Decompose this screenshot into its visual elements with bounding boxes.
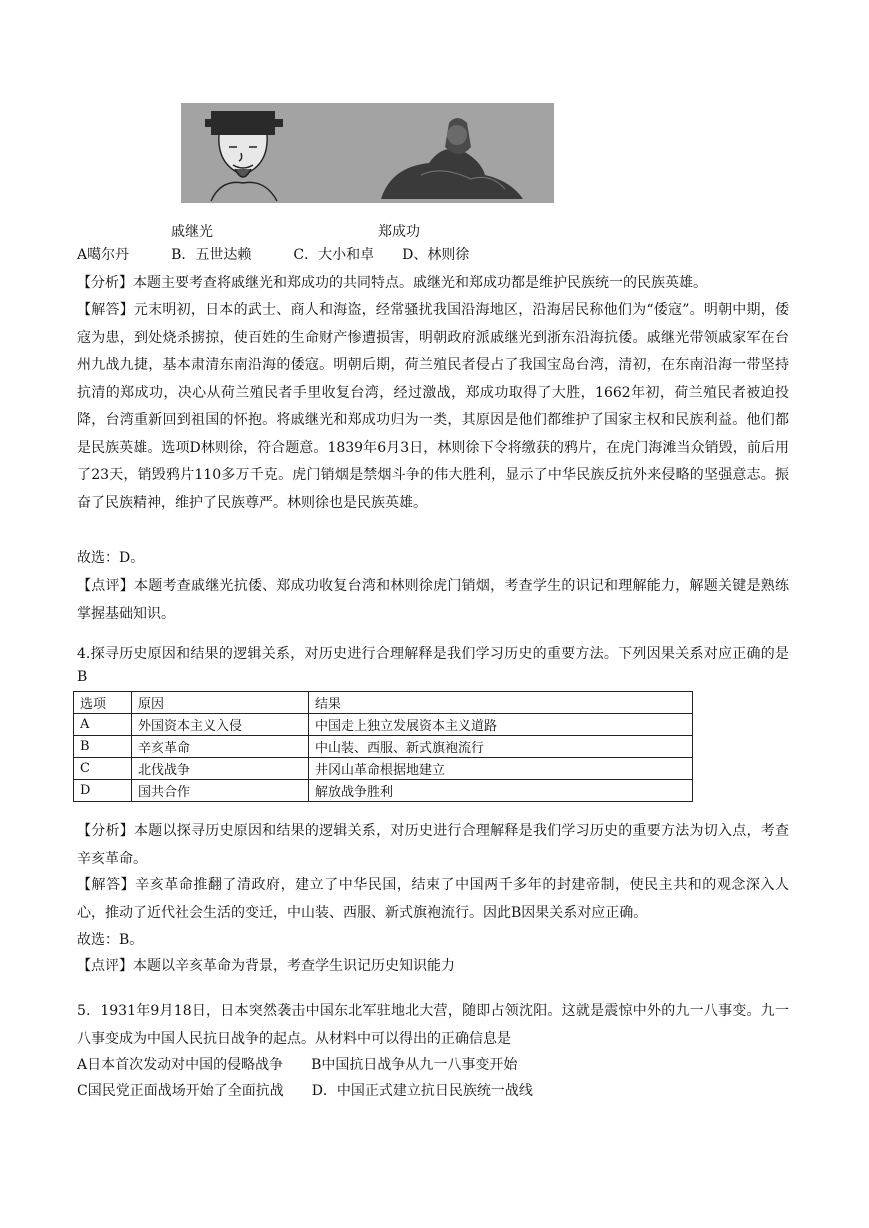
table-row xyxy=(74,780,693,802)
q5-options-ab: A日本首次发动对中国的侵略战争 B中国抗日战争从九一八事变开始 xyxy=(77,1057,518,1073)
table-cell: C xyxy=(74,758,132,780)
cause-effect-table xyxy=(73,691,693,802)
table-cell: 中山装、西服、新式旗袍流行 xyxy=(309,736,693,758)
portraits-illustration xyxy=(181,103,554,203)
table-cell: A xyxy=(74,714,132,736)
table-cell: 外国资本主义入侵 xyxy=(132,714,309,736)
table-header-result: 结果 xyxy=(309,692,693,714)
q3-answer: 【解答】元末明初，日本的武士、商人和海盗，经常骚扰我国沿海地区，沿海居民称他们为“倭寇”。明朝中期，倭寇为患，到处烧杀掳掠，使百姓的生命财产惨遭损害，明朝政府派戚继光到浙东沿海抗倭。戚继光带领戚家军在台州九战九捷，基本肃清东南沿海的倭寇。明朝后期，荷兰殖民者侵占了我国宝岛台湾，清初，在东南沿海一带坚持抗清的郑成功，决心从荷兰殖民者手里收复台湾，经过激战，郑成功取得了大胜，1662年初，荷兰殖民者被迫投降，台湾重新回到祖国的怀抱。将戚继光和郑成功归为一类，其原因是他们都维护了国家主权和民族利益。他们都是民族英雄。选项D林则徐，符合题意。1839年6月3日，林则徐下令将缴获的鸦片，在虎门海滩当众销毁，前后用了23天，销毁鸦片110多万千克。虎门销烟是禁烟斗争的伟大胜利，显示了中华民族反抗外来侵略的坚强意志。振奋了民族精神，维护了民族尊严。林则徐也是民族英雄。 xyxy=(77,302,789,511)
table-row xyxy=(74,758,693,780)
q3-options: A噶尔丹 B．五世达赖 C．大小和卓 D、林则徐 xyxy=(77,247,470,263)
q4-answer: 【解答】辛亥革命推翻了清政府，建立了中华民国，结束了中国两千多年的封建帝制，使民主共和的观念深入人心，推动了近代社会生活的变迁，中山装、西服、新式旗袍流行。因此B因果关系对应正确。 xyxy=(77,877,789,921)
table-header-cause: 原因 xyxy=(132,692,309,714)
q3-comment: 【点评】本题考查戚继光抗倭、郑成功收复台湾和林则徐虎门销烟，考查学生的识记和理解能力，解题关键是熟练掌握基础知识。 xyxy=(77,578,789,622)
q3-choice: 故选：D。 xyxy=(77,550,145,566)
table-row xyxy=(74,736,693,758)
table-row xyxy=(74,714,693,736)
q4-analysis: 【分析】本题以探寻历史原因和结果的逻辑关系，对历史进行合理解释是我们学习历史的重要方法为切入点，考查辛亥革命。 xyxy=(77,823,789,867)
table-cell: 国共合作 xyxy=(132,780,309,802)
table-cell: 中国走上独立发展资本主义道路 xyxy=(309,714,693,736)
q5-options-cd: C国民党正面战场开始了全面抗战 D．中国正式建立抗日民族统一战线 xyxy=(77,1083,533,1099)
caption-qi-jiguang: 戚继光 xyxy=(171,224,213,240)
table-cell: D xyxy=(74,780,132,802)
q3-analysis: 【分析】本题主要考查将戚继光和郑成功的共同特点。戚继光和郑成功都是维护民族统一的民族英雄。 xyxy=(77,275,707,291)
q5-stem: 5．1931年9月18日，日本突然袭击中国东北军驻地北大营，随即占领沈阳。这就是震惊中外的九一八事变。九一八事变成为中国人民抗日战争的起点。从材料中可以得出的正确信息是 xyxy=(77,1003,789,1047)
table-cell: B xyxy=(74,736,132,758)
table-cell: 解放战争胜利 xyxy=(309,780,693,802)
q4-stem: 4.探寻历史原因和结果的逻辑关系，对历史进行合理解释是我们学习历史的重要方法。下列因果关系对应正确的是 B xyxy=(77,646,803,685)
table-header-row xyxy=(74,692,693,714)
caption-zheng-chenggong: 郑成功 xyxy=(378,224,420,240)
table-cell: 北伐战争 xyxy=(132,758,309,780)
table-cell: 井冈山革命根据地建立 xyxy=(309,758,693,780)
q4-choice: 故选：B。 xyxy=(77,932,144,948)
table-cell: 辛亥革命 xyxy=(132,736,309,758)
table-header-option: 选项 xyxy=(74,692,132,714)
q4-comment: 【点评】本题以辛亥革命为背景，考查学生识记历史知识能力 xyxy=(77,958,455,974)
portrait-figure xyxy=(181,103,554,203)
